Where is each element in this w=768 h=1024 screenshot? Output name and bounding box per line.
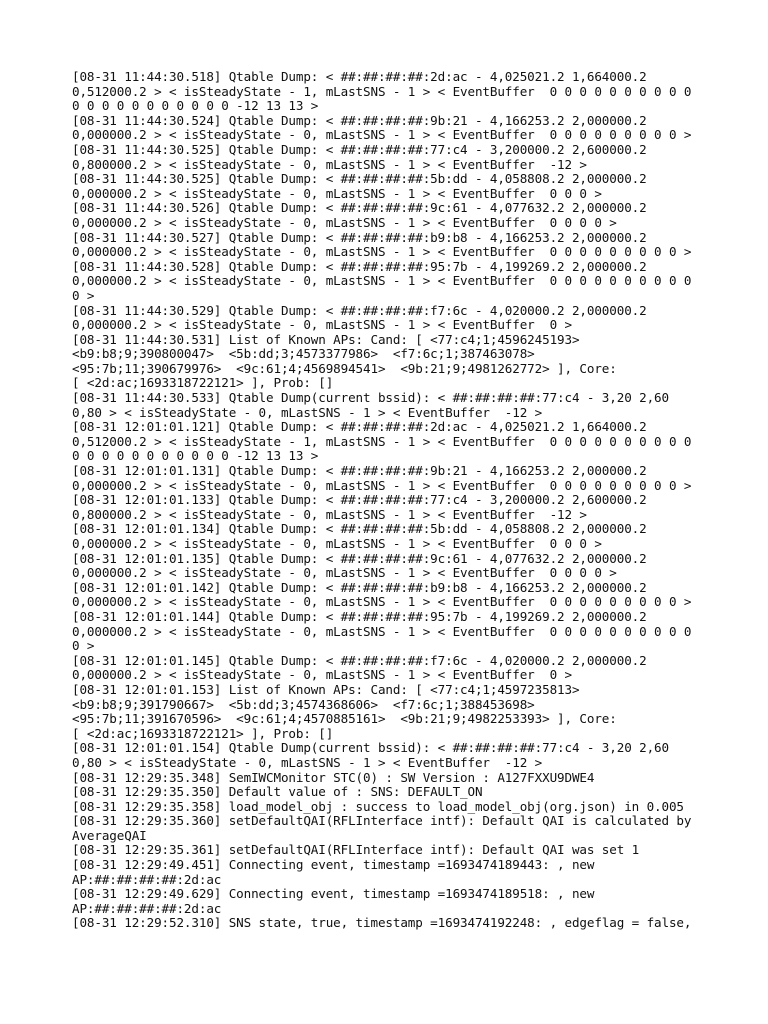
- log-line: AP:##:##:##:##:2d:ac: [72, 871, 222, 887]
- log-line: 0,000000.2 > < isSteadyState - 0, mLastSNS - 1 > < EventBuffer 0 0 0 0 >: [72, 214, 617, 230]
- log-line: [08-31 11:44:30.531] List of Known APs: Cand: [ <77:c4;1;4596245193>: [72, 331, 580, 347]
- log-line: <95:7b;11;391670596> <9c:61;4;4570885161> <9b:21;9;4982253393> ], Core:: [72, 711, 617, 727]
- log-line: 0 0 0 0 0 0 0 0 0 0 0 -12 13 13 >: [72, 448, 319, 464]
- log-line: [08-31 12:29:35.360] setDefaultQAI(RFLInterface intf): Default QAI is calculated by: [72, 813, 692, 829]
- log-line: 0,000000.2 > < isSteadyState - 0, mLastSNS - 1 > < EventBuffer 0 0 0 0 0 0 0 0 0 >: [72, 477, 692, 493]
- log-line: 0,800000.2 > < isSteadyState - 0, mLastSNS - 1 > < EventBuffer -12 >: [72, 156, 587, 172]
- log-line: [08-31 12:01:01.131] Qtable Dump: < ##:##:##:##:9b:21 - 4,166253.2 2,000000.2: [72, 463, 647, 479]
- log-line: [08-31 11:44:30.524] Qtable Dump: < ##:##:##:##:9b:21 - 4,166253.2 2,000000.2: [72, 112, 647, 128]
- log-line: [08-31 12:01:01.133] Qtable Dump: < ##:##:##:##:77:c4 - 3,200000.2 2,600000.2: [72, 492, 647, 508]
- log-line: 0,000000.2 > < isSteadyState - 0, mLastSNS - 1 > < EventBuffer 0 0 0 0 0 0 0 0 0 >: [72, 127, 692, 143]
- log-line: 0 0 0 0 0 0 0 0 0 0 0 -12 13 13 >: [72, 98, 319, 114]
- log-line: 0,512000.2 > < isSteadyState - 1, mLastSNS - 1 > < EventBuffer 0 0 0 0 0 0 0 0 0 0: [72, 83, 692, 99]
- log-line: [08-31 12:01:01.142] Qtable Dump: < ##:##:##:##:b9:b8 - 4,166253.2 2,000000.2: [72, 579, 647, 595]
- log-line: 0,000000.2 > < isSteadyState - 0, mLastSNS - 1 > < EventBuffer 0 0 0 0 0 0 0 0 0 >: [72, 594, 692, 610]
- log-line: <b9:b8;9;391790667> <5b:dd;3;4574368606> <f7:6c;1;388453698>: [72, 696, 535, 712]
- log-line: 0,000000.2 > < isSteadyState - 0, mLastSNS - 1 > < EventBuffer 0 0 0 0 0 0 0 0 0 0: [72, 273, 692, 289]
- log-line: 0,000000.2 > < isSteadyState - 0, mLastSNS - 1 > < EventBuffer 0 >: [72, 667, 572, 683]
- log-line: 0 >: [72, 638, 95, 654]
- log-line: [08-31 12:01:01.145] Qtable Dump: < ##:##:##:##:f7:6c - 4,020000.2 2,000000.2: [72, 652, 647, 668]
- log-line: [08-31 12:29:35.361] setDefaultQAI(RFLInterface intf): Default QAI was set 1: [72, 842, 640, 858]
- log-line: 0,512000.2 > < isSteadyState - 1, mLastSNS - 1 > < EventBuffer 0 0 0 0 0 0 0 0 0 0: [72, 433, 692, 449]
- log-line: 0,000000.2 > < isSteadyState - 0, mLastSNS - 1 > < EventBuffer 0 0 0 >: [72, 185, 602, 201]
- log-line: [08-31 12:29:35.348] SemIWCMonitor STC(0) : SW Version : A127FXXU9DWE4: [72, 769, 595, 785]
- log-line: AP:##:##:##:##:2d:ac: [72, 900, 222, 916]
- log-line: [08-31 12:01:01.154] Qtable Dump(current bssid): < ##:##:##:##:77:c4 - 3,20 2,60: [72, 740, 669, 756]
- log-line: [08-31 11:44:30.528] Qtable Dump: < ##:##:##:##:95:7b - 4,199269.2 2,000000.2: [72, 258, 647, 274]
- log-line: <95:7b;11;390679976> <9c:61;4;4569894541> <9b:21;9;4981262772> ], Core:: [72, 360, 617, 376]
- log-line: [08-31 12:01:01.153] List of Known APs: Cand: [ <77:c4;1;4597235813>: [72, 681, 580, 697]
- log-line: [08-31 12:29:49.451] Connecting event, timestamp =1693474189443: , new: [72, 857, 595, 873]
- log-line: 0,000000.2 > < isSteadyState - 0, mLastSNS - 1 > < EventBuffer 0 0 0 0 0 0 0 0 0 0: [72, 623, 692, 639]
- log-line: [08-31 11:44:30.525] Qtable Dump: < ##:##:##:##:5b:dd - 4,058808.2 2,000000.2: [72, 171, 647, 187]
- log-line: [08-31 11:44:30.525] Qtable Dump: < ##:##:##:##:77:c4 - 3,200000.2 2,600000.2: [72, 141, 647, 157]
- log-line: [ <2d:ac;1693318722121> ], Prob: []: [72, 725, 334, 741]
- log-line: 0,000000.2 > < isSteadyState - 0, mLastSNS - 1 > < EventBuffer 0 >: [72, 317, 572, 333]
- log-line: [08-31 12:29:52.310] SNS state, true, timestamp =1693474192248: , edgeflag = false,: [72, 915, 692, 931]
- log-line: 0,000000.2 > < isSteadyState - 0, mLastSNS - 1 > < EventBuffer 0 0 0 >: [72, 536, 602, 551]
- log-line: [08-31 12:01:01.121] Qtable Dump: < ##:##:##:##:2d:ac - 4,025021.2 1,664000.2: [72, 419, 647, 435]
- log-line: 0,800000.2 > < isSteadyState - 0, mLastSNS - 1 > < EventBuffer -12 >: [72, 506, 587, 522]
- log-line: 0,000000.2 > < isSteadyState - 0, mLastSNS - 1 > < EventBuffer 0 0 0 0 0 0 0 0 0 >: [72, 244, 692, 260]
- log-line: [08-31 11:44:30.518] Qtable Dump: < ##:##:##:##:2d:ac - 4,025021.2 1,664000.2: [72, 69, 647, 84]
- log-line: [08-31 12:01:01.134] Qtable Dump: < ##:##:##:##:5b:dd - 4,058808.2 2,000000.2: [72, 521, 647, 537]
- log-line: [ <2d:ac;1693318722121> ], Prob: []: [72, 375, 334, 391]
- log-line: [08-31 12:29:35.350] Default value of : SNS: DEFAULT_ON: [72, 784, 483, 800]
- log-body: [72, 70, 712, 931]
- log-line: [08-31 11:44:30.529] Qtable Dump: < ##:##:##:##:f7:6c - 4,020000.2 2,000000.2: [72, 302, 647, 318]
- log-line: 0,80 > < isSteadyState - 0, mLastSNS - 1 > < EventBuffer -12 >: [72, 404, 543, 420]
- log-document: [72, 70, 712, 931]
- log-line: [08-31 12:29:49.629] Connecting event, timestamp =1693474189518: , new: [72, 886, 595, 902]
- log-line: 0,000000.2 > < isSteadyState - 0, mLastSNS - 1 > < EventBuffer 0 0 0 0 >: [72, 565, 617, 581]
- log-line: 0,80 > < isSteadyState - 0, mLastSNS - 1 > < EventBuffer -12 >: [72, 754, 543, 770]
- log-line: [08-31 11:44:30.526] Qtable Dump: < ##:##:##:##:9c:61 - 4,077632.2 2,000000.2: [72, 200, 647, 216]
- log-line: [08-31 12:29:35.358] load_model_obj : success to load_model_obj(org.json) in 0.005: [72, 798, 684, 814]
- log-line: [08-31 11:44:30.533] Qtable Dump(current bssid): < ##:##:##:##:77:c4 - 3,20 2,60: [72, 390, 669, 406]
- log-line: <b9:b8;9;390800047> <5b:dd;3;4573377986> <f7:6c;1;387463078>: [72, 346, 535, 362]
- log-line: [08-31 12:01:01.144] Qtable Dump: < ##:##:##:##:95:7b - 4,199269.2 2,000000.2: [72, 608, 647, 624]
- log-line: AverageQAI: [72, 827, 147, 843]
- log-line: 0 >: [72, 287, 95, 303]
- log-line: [08-31 11:44:30.527] Qtable Dump: < ##:##:##:##:b9:b8 - 4,166253.2 2,000000.2: [72, 229, 647, 245]
- log-line: [08-31 12:01:01.135] Qtable Dump: < ##:##:##:##:9c:61 - 4,077632.2 2,000000.2: [72, 550, 647, 566]
